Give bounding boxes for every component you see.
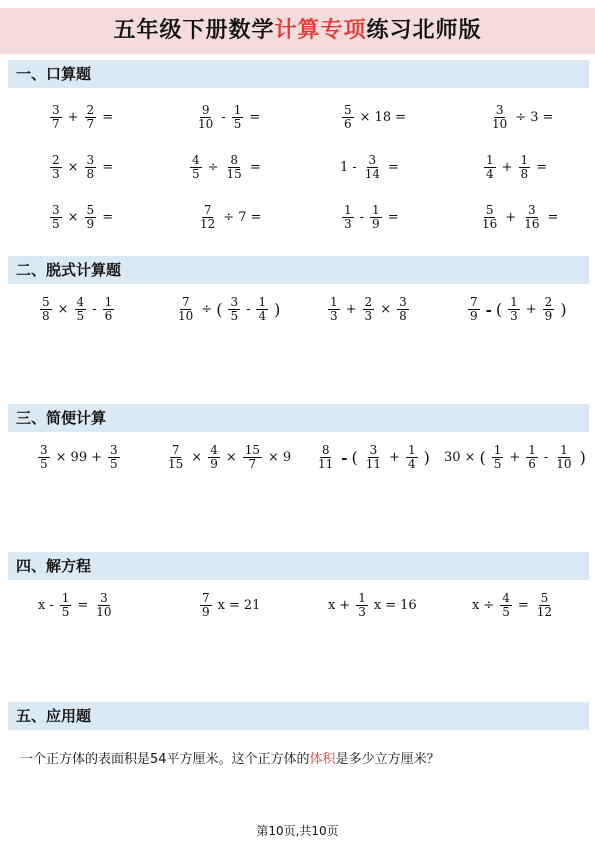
- denominator: 8: [520, 167, 529, 181]
- denominator: 16: [524, 217, 540, 231]
- number: 30: [444, 450, 461, 465]
- word-problem: 一个正方体的表面积是54平方厘米。这个正方体的体积是多少立方厘米？: [20, 752, 440, 767]
- operator: =: [387, 210, 399, 225]
- numerator: 1: [104, 295, 113, 309]
- number: 16: [400, 598, 417, 613]
- denominator: 3: [330, 309, 338, 323]
- section-header-word-problem: 五、应用题: [8, 702, 589, 730]
- fraction: [356, 592, 368, 619]
- fraction: [363, 154, 382, 181]
- fraction: [166, 444, 185, 471]
- denominator: 12: [536, 605, 553, 619]
- fraction: [208, 444, 220, 471]
- fraction: [370, 204, 382, 231]
- operator: -: [359, 210, 365, 225]
- expr-s2-1: [38, 296, 116, 323]
- operator: ×: [380, 302, 392, 317]
- number: x: [373, 598, 382, 613]
- denominator: 7: [52, 117, 60, 131]
- title-highlight: 计算专项: [274, 18, 367, 43]
- fraction: [228, 296, 240, 323]
- denominator: 6: [344, 117, 352, 131]
- fraction: [198, 204, 217, 231]
- operator: =: [536, 160, 548, 175]
- expr-s2-4: [466, 296, 567, 323]
- operator: ÷: [515, 110, 527, 125]
- numerator: 3: [86, 153, 95, 167]
- denominator: 9: [210, 457, 218, 471]
- numerator: 1: [372, 203, 380, 217]
- expr-2-3: [340, 154, 399, 181]
- title-part3: 练习北师版: [366, 18, 482, 43]
- number: 99: [70, 450, 88, 465]
- numerator: 1: [528, 443, 536, 457]
- fraction: [519, 154, 531, 181]
- operator: ×: [67, 210, 79, 225]
- numerator: 4: [502, 591, 510, 605]
- operator: -: [221, 110, 226, 125]
- numerator: 3: [369, 443, 378, 457]
- section-header-simplify: 三、简便计算: [8, 404, 589, 432]
- operator: =: [387, 160, 399, 175]
- operator: =: [517, 598, 529, 613]
- numerator: 3: [52, 203, 60, 217]
- page-title: [0, 8, 595, 54]
- numerator: 1: [560, 443, 568, 457]
- operator: +: [91, 450, 102, 465]
- operator: ×: [55, 450, 67, 465]
- number: x: [472, 598, 480, 613]
- section-header-oral: 一、口算题: [8, 60, 589, 88]
- numerator: 3: [40, 443, 48, 457]
- fraction: [508, 296, 520, 323]
- operator: ÷: [223, 210, 235, 225]
- fraction: [522, 204, 541, 231]
- numerator: 3: [495, 103, 504, 117]
- operator: ×: [67, 160, 79, 175]
- fraction: [500, 592, 512, 619]
- number: 21: [243, 598, 261, 613]
- denominator: 4: [407, 457, 416, 471]
- operator: ×: [464, 450, 476, 465]
- numerator: 7: [171, 443, 180, 457]
- expr-2-2: [188, 154, 261, 181]
- operator: =: [249, 110, 261, 125]
- denominator: 15: [168, 457, 184, 471]
- fraction: [60, 592, 72, 619]
- fraction: [40, 296, 52, 323]
- fraction: [526, 444, 538, 471]
- page-footer: 第10页,共10页: [256, 824, 339, 838]
- fraction: [490, 104, 509, 131]
- numerator: 1: [233, 103, 242, 117]
- denominator: 5: [493, 457, 502, 471]
- operator: =: [547, 210, 559, 225]
- fraction: [50, 204, 62, 231]
- numerator: 1: [407, 443, 416, 457]
- equation-1: [38, 592, 116, 619]
- numerator: 3: [528, 203, 536, 217]
- operator: =: [228, 598, 240, 613]
- fraction: [480, 204, 499, 231]
- numerator: 3: [399, 295, 407, 309]
- operator: ×: [268, 450, 279, 465]
- denominator: 16: [482, 217, 498, 231]
- operator: ×: [225, 450, 237, 465]
- operator: -: [246, 302, 251, 317]
- denominator: 5: [61, 605, 70, 619]
- expr-2-4: [482, 154, 547, 181]
- numerator: 1: [510, 295, 518, 309]
- fraction: [50, 104, 62, 131]
- denominator: 8: [86, 167, 95, 181]
- number: x: [217, 598, 225, 613]
- operator: +: [505, 210, 517, 225]
- denominator: 9: [202, 605, 210, 619]
- parenthesis: ): [579, 448, 586, 467]
- numerator: 3: [52, 103, 60, 117]
- denominator: 7: [248, 457, 257, 471]
- operator: =: [385, 598, 397, 613]
- denominator: 5: [502, 605, 510, 619]
- denominator: 9: [544, 309, 553, 323]
- denominator: 5: [76, 309, 85, 323]
- operator: =: [77, 598, 89, 613]
- fraction: [85, 154, 97, 181]
- fraction: [243, 444, 262, 471]
- denominator: 6: [528, 457, 536, 471]
- numerator: 8: [230, 153, 238, 167]
- operator: =: [102, 110, 114, 125]
- parenthesis: (: [216, 300, 223, 319]
- number: 3: [530, 110, 539, 125]
- numerator: 1: [486, 153, 494, 167]
- denominator: 5: [52, 217, 60, 231]
- expr-s3-1: [36, 444, 122, 471]
- operator: +: [389, 450, 400, 465]
- denominator: 11: [318, 457, 334, 471]
- number: 7: [238, 210, 247, 225]
- fraction: [176, 296, 195, 323]
- expr-s2-2: [174, 296, 280, 323]
- operator: =: [250, 210, 262, 225]
- expr-1-4: [488, 104, 553, 131]
- fraction: [316, 444, 335, 471]
- denominator: 5: [192, 167, 200, 181]
- numerator: 7: [203, 203, 212, 217]
- section-header-stepwise: 二、脱式计算题: [8, 256, 589, 284]
- numerator: 5: [485, 203, 494, 217]
- operator: =: [542, 110, 554, 125]
- denominator: 5: [110, 457, 118, 471]
- fraction: [85, 104, 97, 131]
- title-part1: 五年级下册数学: [113, 18, 275, 43]
- fraction: [363, 296, 375, 323]
- fraction: [38, 444, 50, 471]
- operator: +: [345, 302, 357, 317]
- numerator: 5: [540, 591, 549, 605]
- number: x: [328, 598, 336, 613]
- equation-3: [328, 592, 417, 619]
- equation-2: [198, 592, 260, 619]
- denominator: 10: [178, 309, 194, 323]
- fraction: [108, 444, 120, 471]
- expr-1-1: [48, 104, 113, 131]
- parenthesis: ): [274, 300, 281, 319]
- expr-3-3: [340, 204, 399, 231]
- denominator: 14: [364, 167, 380, 181]
- operator: ×: [191, 450, 203, 465]
- denominator: 6: [104, 309, 113, 323]
- operator: ×: [57, 302, 69, 317]
- operator: +: [509, 450, 521, 465]
- number: 1: [340, 160, 349, 175]
- denominator: 12: [200, 217, 216, 231]
- numerator: 1: [330, 295, 338, 309]
- denominator: 3: [510, 309, 518, 323]
- denominator: 10: [96, 605, 112, 619]
- fraction: [232, 104, 244, 131]
- numerator: 9: [201, 103, 210, 117]
- numerator: 4: [192, 153, 200, 167]
- fraction: [225, 154, 244, 181]
- operator: +: [339, 598, 351, 613]
- fraction: [103, 296, 115, 323]
- fraction: [342, 204, 354, 231]
- fraction: [554, 444, 573, 471]
- expr-3-2: [196, 204, 261, 231]
- fraction: [75, 296, 87, 323]
- operator: =: [249, 160, 261, 175]
- parenthesis: ): [423, 448, 430, 467]
- denominator: 5: [233, 117, 242, 131]
- numerator: 1: [61, 591, 70, 605]
- operator: =: [395, 110, 406, 125]
- operator: -: [341, 448, 348, 467]
- numerator: 1: [344, 203, 352, 217]
- number: 18: [374, 110, 392, 125]
- fraction: [256, 296, 268, 323]
- operator: -: [49, 598, 54, 613]
- denominator: 8: [399, 309, 407, 323]
- denominator: 3: [364, 309, 373, 323]
- numerator: 1: [258, 295, 267, 309]
- operator: +: [525, 302, 537, 317]
- parenthesis: (: [479, 448, 486, 467]
- parenthesis: (: [495, 300, 503, 319]
- operator: -: [485, 300, 492, 319]
- numerator: 2: [52, 153, 60, 167]
- operator: ÷: [207, 160, 219, 175]
- denominator: 9: [372, 217, 380, 231]
- denominator: 4: [486, 167, 494, 181]
- fraction: [196, 104, 215, 131]
- fraction: [190, 154, 202, 181]
- numerator: 3: [100, 591, 108, 605]
- operator: ÷: [201, 302, 213, 317]
- operator: -: [352, 160, 357, 175]
- numerator: 7: [181, 295, 190, 309]
- numerator: 5: [86, 203, 95, 217]
- operator: -: [543, 450, 549, 465]
- denominator: 15: [226, 167, 242, 181]
- operator: =: [102, 210, 114, 225]
- fraction: [50, 154, 62, 181]
- fraction: [397, 296, 409, 323]
- numerator: 3: [368, 153, 377, 167]
- denominator: 5: [230, 309, 239, 323]
- parenthesis: (: [351, 448, 358, 467]
- fraction: [484, 154, 496, 181]
- numerator: 5: [344, 103, 352, 117]
- numerator: 3: [230, 295, 239, 309]
- expr-3-4: [478, 204, 558, 231]
- numerator: 7: [470, 295, 478, 309]
- expr-s2-3: [326, 296, 411, 323]
- denominator: 10: [492, 117, 508, 131]
- expr-1-3: [340, 104, 406, 131]
- denominator: 8: [42, 309, 50, 323]
- operator: =: [102, 160, 114, 175]
- fraction: [492, 444, 504, 471]
- fraction: [85, 204, 97, 231]
- numerator: 4: [76, 295, 85, 309]
- denominator: 10: [198, 117, 214, 131]
- number: 9: [282, 450, 292, 465]
- denominator: 5: [40, 457, 48, 471]
- expr-s3-3: [314, 444, 430, 471]
- denominator: 4: [258, 309, 267, 323]
- fraction: [535, 592, 554, 619]
- denominator: 7: [86, 117, 95, 131]
- fraction: [406, 444, 418, 471]
- expr-s3-2: [164, 444, 291, 471]
- expr-3-1: [48, 204, 113, 231]
- operator: +: [67, 110, 79, 125]
- denominator: 11: [365, 457, 382, 471]
- operator: ×: [359, 110, 371, 125]
- expr-s3-4: [444, 444, 586, 471]
- equation-4: [472, 592, 556, 619]
- numerator: 15: [244, 443, 261, 457]
- operator: -: [92, 302, 97, 317]
- numerator: 2: [544, 295, 553, 309]
- numerator: 5: [42, 295, 50, 309]
- denominator: 3: [358, 605, 366, 619]
- section-header-equations: 四、解方程: [8, 552, 589, 580]
- denominator: 9: [470, 309, 478, 323]
- parenthesis: ): [560, 300, 567, 319]
- operator: +: [501, 160, 513, 175]
- denominator: 3: [344, 217, 352, 231]
- numerator: 4: [210, 443, 218, 457]
- number: x: [38, 598, 46, 613]
- numerator: 2: [86, 103, 95, 117]
- numerator: 3: [110, 443, 118, 457]
- denominator: 10: [556, 457, 572, 471]
- numerator: 1: [520, 153, 529, 167]
- fraction: [94, 592, 113, 619]
- fraction: [200, 592, 212, 619]
- fraction: [342, 104, 354, 131]
- numerator: 1: [493, 443, 502, 457]
- expr-1-2: [194, 104, 260, 131]
- numerator: 7: [202, 591, 210, 605]
- denominator: 9: [86, 217, 95, 231]
- fraction: [364, 444, 383, 471]
- operator: ÷: [483, 598, 495, 613]
- fraction: [543, 296, 555, 323]
- denominator: 3: [52, 167, 60, 181]
- numerator: 1: [358, 591, 366, 605]
- expr-2-1: [48, 154, 113, 181]
- numerator: 8: [321, 443, 330, 457]
- fraction: [328, 296, 340, 323]
- numerator: 2: [364, 295, 373, 309]
- fraction: [468, 296, 480, 323]
